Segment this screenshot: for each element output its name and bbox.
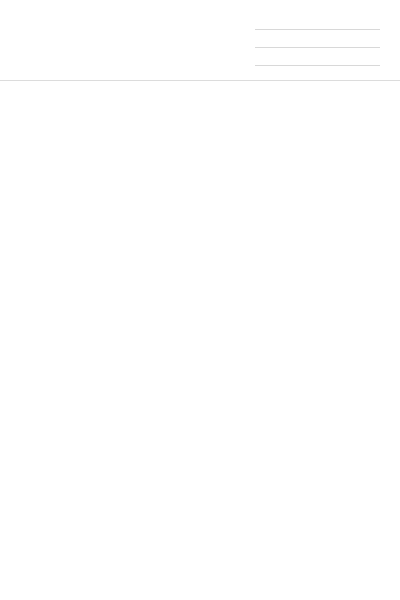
meta-subject-row <box>255 32 380 48</box>
site-logo[interactable] <box>20 13 21 28</box>
meta-subject-label <box>255 44 284 47</box>
meta-class-row <box>255 14 380 30</box>
document-header <box>0 0 400 80</box>
meta-count-row <box>255 50 380 66</box>
document-meta <box>255 14 380 66</box>
header-divider <box>0 80 400 81</box>
meta-class-label <box>255 26 284 29</box>
meta-count-label <box>255 62 284 65</box>
